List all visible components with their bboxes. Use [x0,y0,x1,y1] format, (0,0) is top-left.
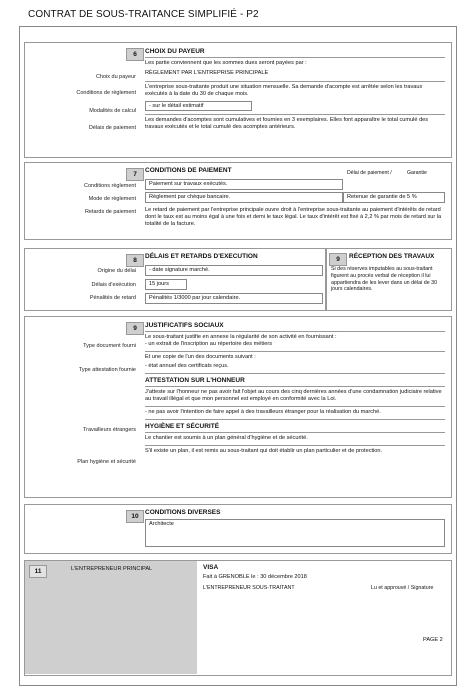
label-type-attestation: Type attestation fournie [78,367,136,373]
section-conditions-diverses [24,504,452,554]
section-number: 7 [126,168,144,181]
section-heading: DÉLAIS ET RETARDS D'EXECUTION [145,253,258,260]
section-choix-payeur [24,42,452,158]
section-reception-travaux [326,248,452,311]
section-number: 9 [126,322,144,335]
label-travailleurs-etrangers: Travailleurs étrangers [83,427,136,433]
delai-paiement-header: Délai de paiement / [347,170,392,176]
section-number: 8 [126,254,144,267]
section-heading: CONDITIONS DIVERSES [145,509,221,516]
retenue-field: Retenue de garantie de 5 % [343,192,445,203]
conditions-text: L'entreprise sous-traitante produit une situation mensuelle. Sa demande d'acompte est arrêtée selon les travaux exécutés à la date du 30 de chaque mois. [145,84,423,97]
intro-text: Les partie conviennent que les sommes dues seront payées par : [145,60,307,66]
modalites-field: - sur le détail estimatif [145,101,252,111]
payeur-value: RÈGLEMENT PAR L'ENTREPRISE PRINCIPALE [145,70,269,76]
label-penalites-retard: Pénalités de retard [89,295,136,301]
section-heading: CONDITIONS DE PAIEMENT [145,167,232,174]
label-origine-delai: Origine du délai [97,268,136,274]
conditions-diverses-field: Architecte [145,519,445,547]
section-number: 10 [126,510,144,523]
attestation-value: - état annuel des certificats reçus. [145,363,229,369]
document-value: - un extrait de l'inscription au répertoire des métiers [145,341,272,347]
label-plan-hygiene: Plan hygiène et sécurité [77,459,136,465]
label-choix-payeur: Choix du payeur [95,74,136,80]
section-heading: RÉCEPTION DES TRAVAUX [349,253,435,260]
hygiene-heading: HYGIÈNE ET SÉCURITÉ [145,423,220,430]
honneur-text: J'atteste sur l'honneur ne pas avoir fait l'objet au cours des cinq dernières années d'une condamnation judiciaire relative au travail illégal et que mon personnel est employé en conformité avec la Loi. [145,389,442,402]
label-modalites-calcul: Modalités de calcul [89,108,136,114]
reception-text: Si des réserves imputables au sous-traitant figurent au procès verbal de réception il lui appartiendra de les lever dans un délai de 30 jours calendaires. [331,266,438,293]
section-signatures [24,560,452,676]
label-conditions-reglement: Conditions de règlement [76,90,136,96]
fait-a-text: Fait à GRENOBLE le : 30 décembre 2018 [203,574,307,580]
conditions-field: Paiement sur travaux exécutés. [145,179,343,190]
visa-heading: VISA [203,564,219,571]
document-title: CONTRAT DE SOUS-TRAITANCE SIMPLIFIÉ - P2 [28,9,259,20]
attestation-heading: ATTESTATION SUR L'HONNEUR [145,377,245,384]
justificatifs-intro: Le sous-traitant justifie en annexe la régularité de son activité en fournissant : [145,334,337,340]
delais-text: Les demandes d'acomptes sont cumulatives et fournies en 3 exemplaires. Elles font apparaître le total cumulé des travaux exécutés et le total cumulé des acomptes antérieurs. [145,117,429,130]
entrepreneur-sous-traitant-label: L'ENTREPRENEUR SOUS-TRAITANT [203,585,295,591]
justificatifs-heading: JUSTIFICATIFS SOCIAUX [145,322,224,329]
mode-field: Règlement par chèque bancaire. [145,192,343,203]
entrepreneur-principal-panel [25,561,197,674]
etrangers-text: - ne pas avoir l'intention de faire appel à des travailleurs étranger pour la réalisation du marché. [145,409,381,415]
hygiene-text-1: Le chantier est soumis à un plan général d'hygiène et de sécurité. [145,435,308,441]
label-mode-reglement: Mode de règlement [88,196,136,202]
section-conditions-paiement [24,162,452,240]
section-delais-retards [24,248,326,311]
hygiene-text-2: S'il existe un plan, il est remis au sous-traitant qui doit établir un plan particulier et de protection. [145,448,383,454]
label-type-document: Type document fourni [83,343,136,349]
label-conditions-reglement: Conditions règlement [84,183,136,189]
entrepreneur-principal-label: L'ENTREPRENEUR PRINCIPAL [71,566,153,572]
penalites-field: Pénalités 1/3000 par jour calendaire. [145,293,323,304]
documents-intro: Et une copie de l'un des documents suivant : [145,354,256,360]
label-retards-paiement: Retards de paiement [84,209,136,215]
page-number: PAGE 2 [423,637,443,643]
label-delais-paiement: Délais de paiement [88,125,136,131]
lu-approuve-label: Lu et approuvé / Signature [371,585,434,591]
section-heading: CHOIX DU PAYEUR [145,48,205,55]
section-number: 9 [329,253,347,266]
garantie-header: Garantie [407,170,427,176]
origine-field: - date signature marché. [145,265,323,276]
section-number: 11 [29,565,47,578]
section-justificatifs [24,316,452,498]
section-number: 6 [126,48,144,61]
label-delais-execution: Délais d'exécution [91,282,136,288]
retards-text: Le retard de paiement par l'entreprise principale ouvre droit à l'entreprise sous-traitante au paiement d'intérêts de retard dont le taux est au moins égal à une fois et demi le taux légal. Le taux d'intérêt est fixé à 2,2 % par mois de retard sur la totalité de la facture. [145,207,442,227]
delais-field: 15 jours [145,279,187,290]
section-label-column [25,43,136,157]
